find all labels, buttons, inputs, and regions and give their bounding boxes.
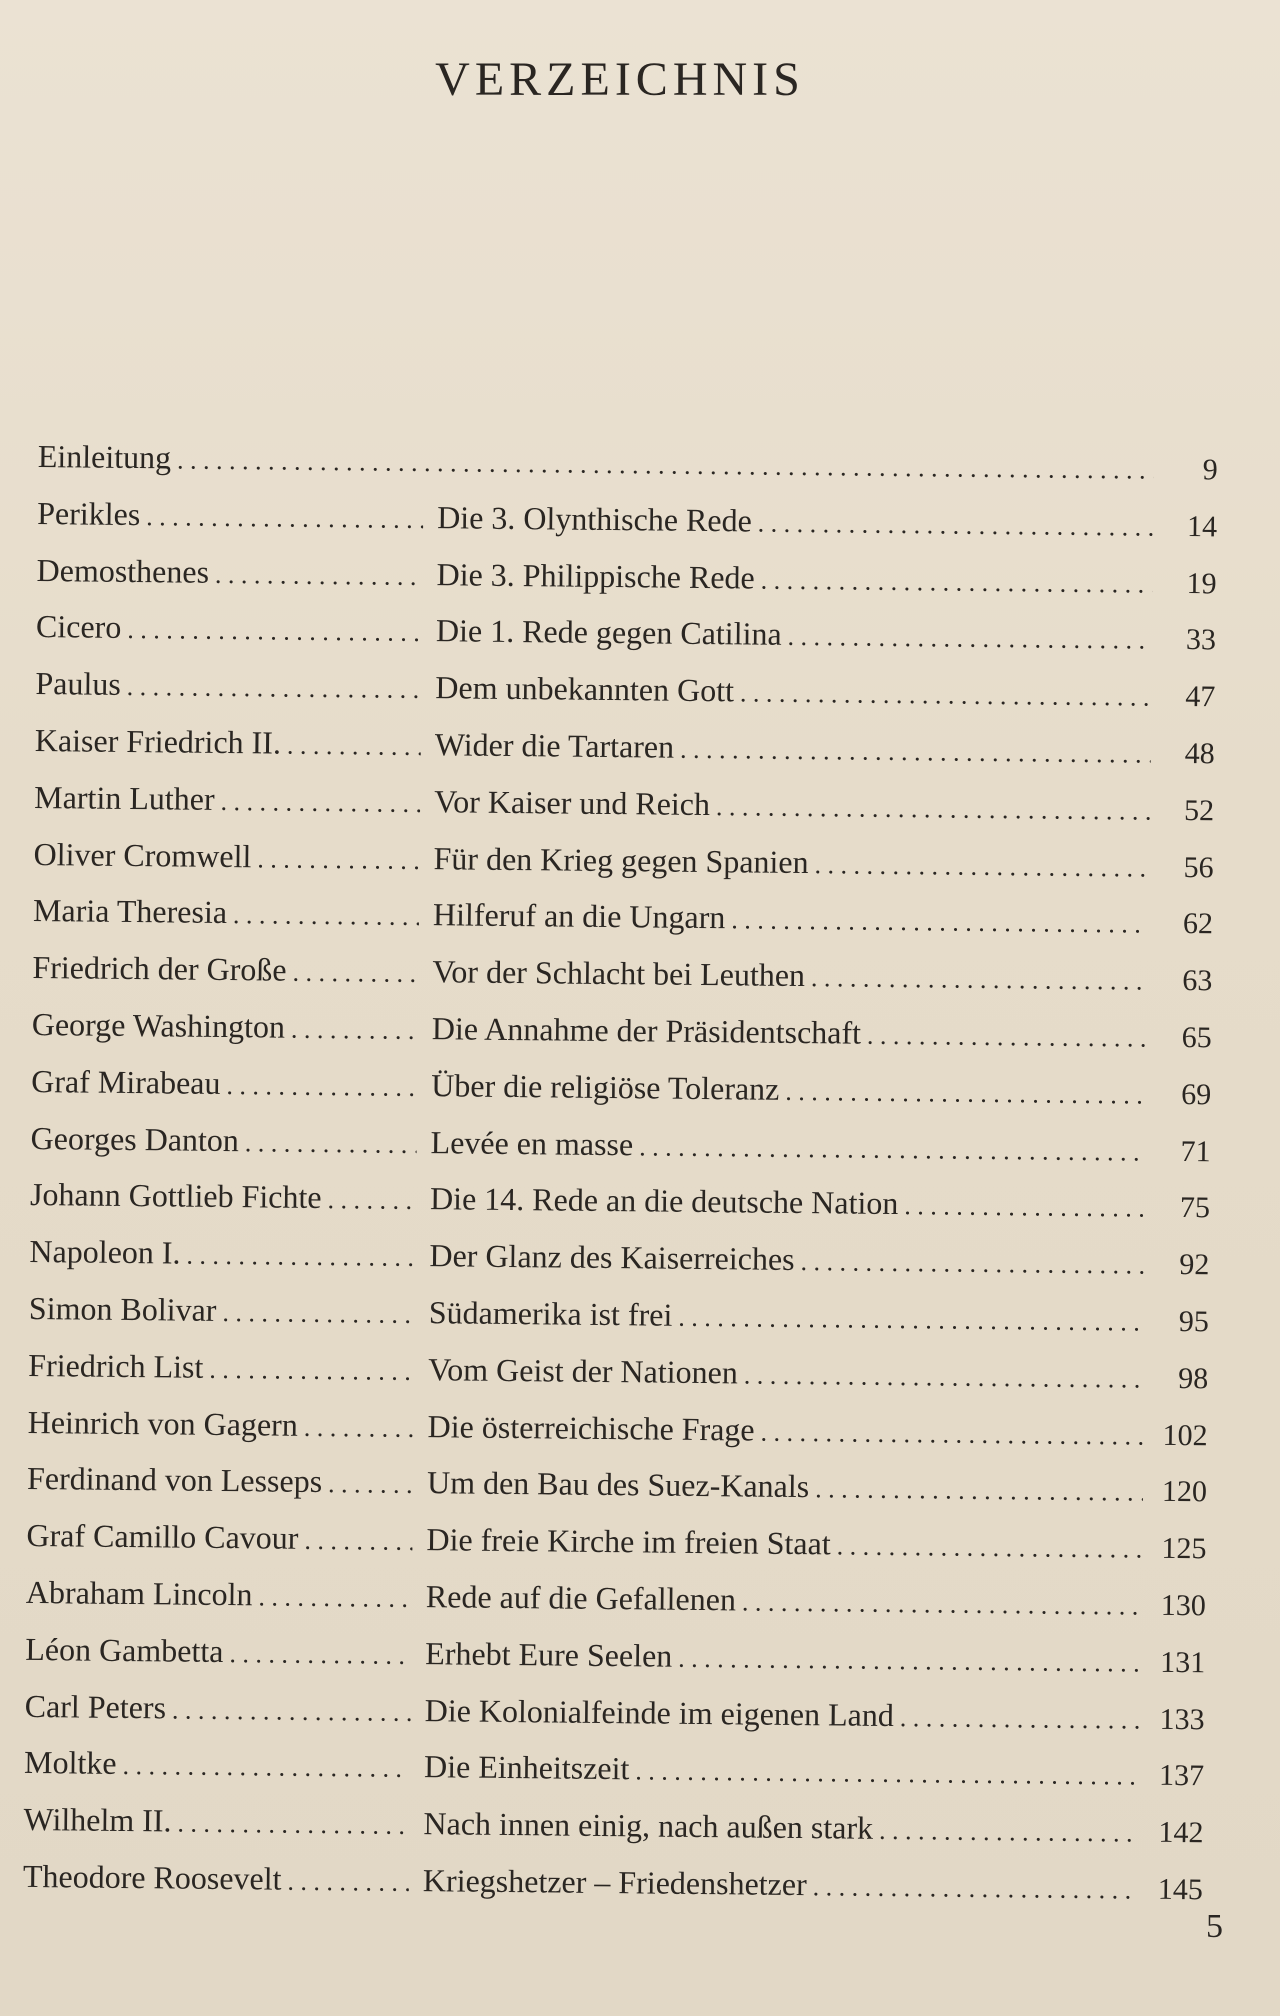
leader-dots bbox=[328, 1469, 413, 1500]
leader-dots bbox=[814, 850, 1149, 884]
toc-author-cell bbox=[37, 495, 429, 536]
toc-work: Die 3. Olynthische Rede bbox=[437, 498, 752, 539]
toc-work: Die 14. Rede an die deutsche Nation bbox=[429, 1180, 899, 1222]
toc-author-cell bbox=[29, 1290, 421, 1331]
toc-author-cell bbox=[25, 1687, 417, 1728]
toc-work: Der Glanz des Kaiserreiches bbox=[429, 1237, 795, 1278]
leader-dots bbox=[639, 1132, 1147, 1167]
toc-author-cell bbox=[29, 1233, 421, 1274]
toc-work-cell bbox=[428, 612, 1158, 657]
toc-page-number: 69 bbox=[1181, 1077, 1212, 1112]
toc-work-cell bbox=[425, 896, 1155, 941]
toc-work: Kriegshetzer – Friedenshetzer bbox=[422, 1862, 807, 1903]
toc-page-number: 19 bbox=[1186, 566, 1217, 600]
toc-author-cell bbox=[23, 1858, 415, 1899]
toc-work: Vom Geist der Nationen bbox=[428, 1350, 739, 1391]
toc-author: Graf Mirabeau bbox=[31, 1062, 221, 1101]
toc-work-cell bbox=[418, 1521, 1148, 1566]
toc-author: Napoleon I. bbox=[29, 1233, 181, 1271]
toc-page-number: 56 bbox=[1183, 850, 1214, 884]
toc-work-cell bbox=[423, 1067, 1153, 1112]
toc-page-number: 62 bbox=[1182, 907, 1214, 941]
toc-page-number: 125 bbox=[1161, 1531, 1207, 1566]
leader-dots bbox=[742, 1587, 1142, 1621]
toc-work-cell bbox=[429, 499, 1159, 544]
toc-page-number: 9 bbox=[1202, 453, 1218, 487]
leader-dots bbox=[327, 1185, 416, 1216]
leader-dots bbox=[292, 958, 418, 989]
leader-dots bbox=[813, 1872, 1139, 1905]
toc-page-number: 130 bbox=[1160, 1588, 1207, 1623]
leader-dots bbox=[837, 1532, 1143, 1565]
leader-dots bbox=[127, 615, 422, 648]
toc-work: Die Kolonialfeinde im eigenen Land bbox=[424, 1691, 895, 1733]
toc-author-cell bbox=[28, 1347, 420, 1388]
toc-work: Die freie Kirche im freien Staat bbox=[426, 1521, 831, 1562]
leader-dots bbox=[177, 445, 1154, 485]
toc-author: Georges Danton bbox=[30, 1119, 240, 1158]
toc-author: Moltke bbox=[23, 1744, 117, 1782]
toc-page-number: 75 bbox=[1179, 1191, 1211, 1225]
toc-work: Die österreichische Frage bbox=[427, 1407, 755, 1448]
toc-page-number: 71 bbox=[1180, 1134, 1211, 1168]
leader-dots bbox=[785, 1077, 1147, 1111]
toc-page-number: 145 bbox=[1157, 1872, 1204, 1907]
toc-work-cell bbox=[422, 1180, 1152, 1225]
toc-work-cell bbox=[420, 1351, 1150, 1396]
toc-page-number: 131 bbox=[1160, 1645, 1206, 1680]
toc-author: Demosthenes bbox=[36, 551, 210, 590]
toc-work: Hilferuf an die Ungarn bbox=[432, 896, 726, 936]
toc-work: Dem unbekannten Gott bbox=[435, 669, 735, 709]
toc-page-number: 65 bbox=[1181, 1020, 1212, 1055]
leader-dots bbox=[678, 1303, 1145, 1338]
toc-author: Simon Bolivar bbox=[28, 1289, 217, 1328]
toc-author: Johann Gottlieb Fichte bbox=[29, 1176, 322, 1216]
toc-work: Die Einheitszeit bbox=[423, 1748, 630, 1787]
toc-page-number: 47 bbox=[1185, 680, 1216, 714]
toc-page-number: 98 bbox=[1178, 1361, 1209, 1396]
toc-author-cell bbox=[25, 1631, 417, 1672]
leader-dots bbox=[900, 1703, 1141, 1736]
leader-dots bbox=[635, 1757, 1140, 1792]
toc-work-cell bbox=[421, 1237, 1151, 1282]
toc-author-cell bbox=[26, 1574, 418, 1615]
toc-author-cell bbox=[32, 1006, 424, 1047]
leader-dots bbox=[787, 622, 1152, 656]
toc-work-cell bbox=[424, 953, 1154, 998]
toc-work-cell bbox=[417, 1635, 1147, 1680]
toc-author: Cicero bbox=[35, 608, 122, 646]
toc-work: Rede auf die Gefallenen bbox=[425, 1578, 737, 1618]
leader-dots bbox=[678, 1644, 1141, 1679]
toc-work-cell bbox=[424, 1010, 1154, 1055]
toc-work-cell bbox=[417, 1692, 1147, 1737]
leader-dots bbox=[800, 1247, 1145, 1281]
leader-dots bbox=[122, 1751, 410, 1784]
toc-author: Perikles bbox=[37, 494, 141, 532]
leader-dots bbox=[731, 906, 1149, 940]
toc-work: Vor Kaiser und Reich bbox=[434, 782, 711, 822]
toc-work-cell bbox=[422, 1124, 1152, 1169]
leader-dots bbox=[258, 1582, 412, 1614]
toc-author-cell bbox=[28, 1403, 420, 1444]
toc-work-cell bbox=[415, 1805, 1145, 1850]
toc-author: Martin Luther bbox=[34, 778, 215, 817]
toc-author-cell bbox=[33, 836, 425, 877]
leader-dots bbox=[760, 1417, 1143, 1451]
toc-author: Heinrich von Gagern bbox=[27, 1403, 298, 1443]
leader-dots bbox=[287, 1867, 409, 1898]
toc-author: Paulus bbox=[35, 665, 121, 703]
toc-author-cell bbox=[30, 1176, 422, 1217]
toc-author-cell bbox=[33, 892, 425, 933]
toc-page-number: 63 bbox=[1182, 964, 1213, 998]
page-title: VERZEICHNIS bbox=[435, 53, 805, 106]
leader-dots bbox=[304, 1412, 414, 1443]
leader-dots bbox=[815, 1475, 1143, 1508]
toc-author: Léon Gambetta bbox=[25, 1630, 224, 1669]
leader-dots bbox=[740, 679, 1152, 713]
toc-author-cell bbox=[35, 665, 427, 706]
toc-work-cell bbox=[421, 1294, 1151, 1339]
toc-work: Über die religiöse Toleranz bbox=[431, 1066, 780, 1107]
toc-work-cell bbox=[427, 669, 1157, 714]
toc-work-cell bbox=[428, 556, 1158, 601]
toc-work: Nach innen einig, nach außen stark bbox=[423, 1805, 874, 1846]
toc-author-cell bbox=[31, 1063, 423, 1104]
leader-dots bbox=[867, 1021, 1148, 1054]
toc-author-cell bbox=[36, 608, 428, 649]
toc-author-cell bbox=[26, 1517, 418, 1558]
toc-author: Friedrich List bbox=[28, 1346, 204, 1385]
leader-dots bbox=[287, 731, 421, 762]
toc-author: Friedrich der Große bbox=[32, 949, 287, 988]
leader-dots bbox=[257, 844, 420, 876]
toc-author: Ferdinand von Lesseps bbox=[26, 1460, 323, 1500]
leader-dots bbox=[226, 1071, 417, 1103]
toc-page-number: 14 bbox=[1186, 509, 1218, 544]
leader-dots bbox=[215, 559, 423, 591]
leader-dots bbox=[744, 1360, 1145, 1394]
toc-work: Wider die Tartaren bbox=[434, 726, 675, 765]
leader-dots bbox=[229, 1639, 411, 1671]
leader-dots bbox=[172, 1695, 411, 1727]
leader-dots bbox=[811, 963, 1149, 997]
toc-author: Graf Camillo Cavour bbox=[26, 1517, 299, 1556]
toc-page-number: 95 bbox=[1178, 1304, 1209, 1339]
table-of-contents bbox=[23, 438, 1218, 1927]
toc-work: Die 1. Rede gegen Catilina bbox=[435, 612, 782, 653]
toc-work-cell bbox=[419, 1408, 1149, 1453]
leader-dots bbox=[209, 1355, 414, 1387]
leader-dots bbox=[291, 1015, 418, 1046]
toc-page-number: 92 bbox=[1179, 1248, 1210, 1282]
toc-author: George Washington bbox=[31, 1005, 286, 1045]
toc-author: Carl Peters bbox=[24, 1687, 167, 1725]
toc-page-number: 133 bbox=[1159, 1702, 1205, 1736]
toc-page-number: 52 bbox=[1183, 793, 1215, 828]
toc-work: Südamerika ist frei bbox=[428, 1294, 673, 1333]
toc-author-cell bbox=[38, 438, 1160, 487]
toc-author: Einleitung bbox=[37, 438, 172, 476]
toc-work-cell bbox=[425, 840, 1155, 885]
leader-dots bbox=[146, 502, 423, 535]
toc-page-number: 120 bbox=[1161, 1475, 1208, 1509]
toc-work: Levée en masse bbox=[430, 1123, 634, 1162]
toc-entry bbox=[23, 1858, 1204, 1927]
toc-author: Abraham Lincoln bbox=[25, 1573, 253, 1613]
leader-dots bbox=[127, 672, 422, 705]
leader-dots bbox=[177, 1809, 409, 1841]
toc-work: Für den Krieg gegen Spanien bbox=[433, 839, 809, 880]
toc-work-cell bbox=[416, 1748, 1146, 1793]
toc-work: Erhebt Eure Seelen bbox=[425, 1634, 673, 1674]
toc-author: Wilhelm II. bbox=[23, 1801, 172, 1839]
leader-dots bbox=[680, 735, 1151, 770]
toc-work: Die Annahme der Präsidentschaft bbox=[431, 1010, 862, 1051]
toc-author: Oliver Cromwell bbox=[33, 835, 252, 874]
leader-dots bbox=[904, 1191, 1146, 1224]
leader-dots bbox=[758, 508, 1154, 542]
toc-author-cell bbox=[32, 949, 424, 990]
toc-work-cell bbox=[419, 1464, 1149, 1509]
toc-page-number: 48 bbox=[1184, 737, 1215, 771]
toc-work: Die 3. Philippische Rede bbox=[436, 555, 755, 596]
toc-author-cell bbox=[23, 1801, 415, 1842]
toc-author-cell bbox=[34, 779, 426, 820]
toc-author-cell bbox=[35, 722, 427, 763]
toc-author: Theodore Roosevelt bbox=[22, 1857, 282, 1897]
leader-dots bbox=[233, 900, 419, 932]
toc-page-number: 137 bbox=[1158, 1759, 1205, 1793]
leader-dots bbox=[304, 1526, 412, 1557]
leader-dots bbox=[761, 565, 1153, 599]
toc-work: Vor der Schlacht bei Leuthen bbox=[432, 953, 806, 994]
page-folio: 5 bbox=[1206, 1908, 1223, 1945]
toc-work-cell bbox=[427, 726, 1157, 771]
toc-work-cell bbox=[426, 783, 1156, 828]
toc-page-number: 33 bbox=[1185, 623, 1217, 657]
toc-page-number: 142 bbox=[1158, 1815, 1204, 1850]
toc-author: Kaiser Friedrich II. bbox=[34, 721, 282, 761]
toc-work: Um den Bau des Suez-Kanals bbox=[426, 1464, 810, 1505]
leader-dots bbox=[220, 787, 420, 819]
leader-dots bbox=[716, 792, 1150, 827]
toc-page-number: 102 bbox=[1162, 1418, 1208, 1452]
toc-work-cell bbox=[418, 1578, 1148, 1623]
toc-author: Maria Theresia bbox=[32, 892, 228, 931]
toc-work-cell bbox=[415, 1862, 1145, 1907]
toc-author-cell bbox=[24, 1744, 416, 1785]
leader-dots bbox=[186, 1241, 415, 1273]
leader-dots bbox=[222, 1298, 415, 1330]
toc-author-cell bbox=[27, 1460, 419, 1501]
toc-author-cell bbox=[30, 1120, 422, 1161]
toc-author-cell bbox=[36, 552, 428, 593]
leader-dots bbox=[245, 1128, 417, 1160]
leader-dots bbox=[879, 1816, 1140, 1849]
